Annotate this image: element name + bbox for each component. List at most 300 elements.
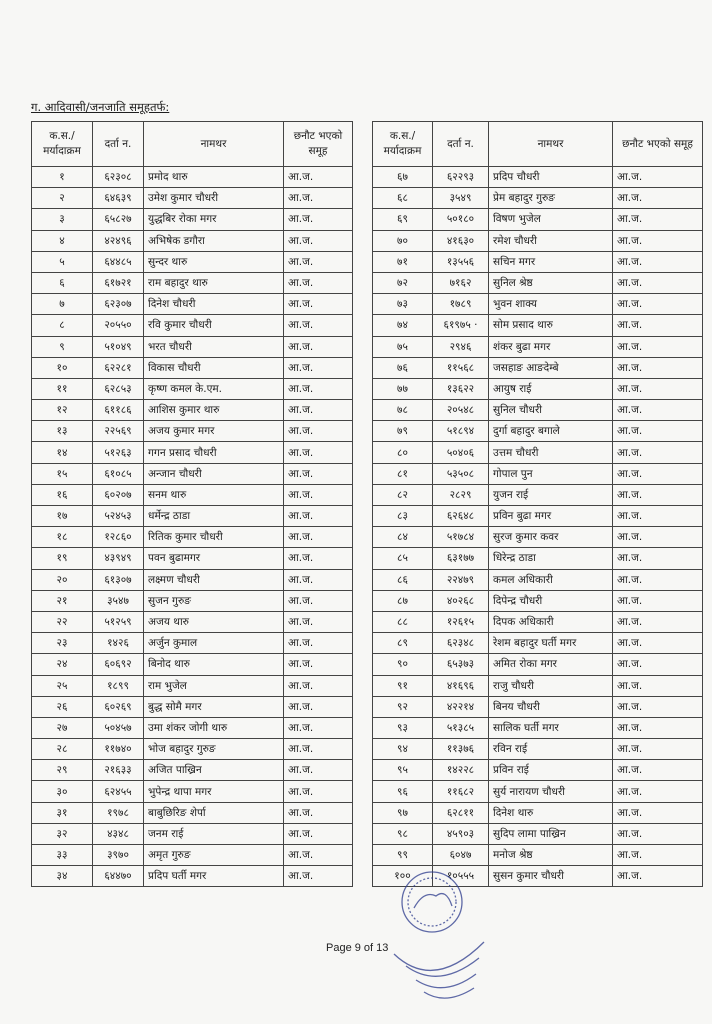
name-cell: आशिस कुमार थारु: [144, 400, 284, 421]
table-row: [32, 802, 353, 823]
group-cell: आ.ज.: [284, 463, 353, 484]
group-cell: आ.ज.: [613, 781, 703, 802]
name-cell: अजित पाख्रिन: [144, 760, 284, 781]
serial-cell: १८: [32, 527, 93, 548]
group-cell: आ.ज.: [613, 188, 703, 209]
group-cell: आ.ज.: [613, 421, 703, 442]
seal-text-arc-3: [416, 974, 476, 988]
group-cell: आ.ज.: [613, 569, 703, 590]
official-seal: [384, 862, 514, 1012]
serial-cell: ८३: [373, 506, 433, 527]
serial-cell: २६: [32, 696, 93, 717]
table-row: [373, 527, 703, 548]
group-cell: आ.ज.: [613, 845, 703, 866]
group-cell: आ.ज.: [613, 823, 703, 844]
table-row: [32, 209, 353, 230]
group-cell: आ.ज.: [284, 781, 353, 802]
table-row: [32, 739, 353, 760]
table-row: [32, 251, 353, 272]
table-row: [373, 167, 703, 188]
registration-cell: ५१२६३: [93, 442, 144, 463]
name-cell: पवन बुढामगर: [144, 548, 284, 569]
registration-cell: ६१३०७: [93, 569, 144, 590]
table-row: [373, 272, 703, 293]
name-cell: सुनिल श्रेष्ठ: [489, 272, 613, 293]
serial-cell: ९७: [373, 802, 433, 823]
serial-cell: ४: [32, 230, 93, 251]
registration-cell: १४२२८: [433, 760, 489, 781]
group-cell: आ.ज.: [284, 866, 353, 887]
serial-cell: २३: [32, 633, 93, 654]
registration-cell: ४२४९६: [93, 230, 144, 251]
registration-cell: ६०६९२: [93, 654, 144, 675]
serial-cell: ६७: [373, 167, 433, 188]
group-cell: आ.ज.: [613, 378, 703, 399]
serial-cell: ८१: [373, 463, 433, 484]
serial-cell: २४: [32, 654, 93, 675]
registration-cell: ६२४५५: [93, 781, 144, 802]
registration-cell: ५१०४९: [93, 336, 144, 357]
seal-ring: [402, 872, 462, 932]
serial-cell: ६९: [373, 209, 433, 230]
registration-cell: ५३५०८: [433, 463, 489, 484]
table-row: [32, 357, 353, 378]
registration-cell: ४३९४९: [93, 548, 144, 569]
name-cell: सनम थारु: [144, 484, 284, 505]
registration-cell: १८९९: [93, 675, 144, 696]
name-cell: बाबुछिरिङ शेर्पा: [144, 802, 284, 823]
group-cell: आ.ज.: [613, 294, 703, 315]
name-cell: मनोज श्रेष्ठ: [489, 845, 613, 866]
group-cell: आ.ज.: [613, 866, 703, 887]
registration-cell: १२६१५: [433, 611, 489, 632]
group-cell: आ.ज.: [613, 590, 703, 611]
name-cell: अजय कुमार मगर: [144, 421, 284, 442]
name-cell: सुर्य नारायण चौधरी: [489, 781, 613, 802]
registration-cell: ४३४८: [93, 823, 144, 844]
table-row: [32, 188, 353, 209]
registration-cell: ६४६३९: [93, 188, 144, 209]
header-name: नामथर: [144, 122, 284, 167]
serial-cell: १००: [373, 866, 433, 887]
name-cell: युद्धबिर रोका मगर: [144, 209, 284, 230]
serial-cell: ६८: [373, 188, 433, 209]
group-cell: आ.ज.: [613, 484, 703, 505]
name-cell: विकास चौधरी: [144, 357, 284, 378]
serial-cell: ९६: [373, 781, 433, 802]
registration-cell: ११६८२: [433, 781, 489, 802]
name-cell: उमा शंकर जोगी थारु: [144, 717, 284, 738]
serial-cell: ९: [32, 336, 93, 357]
name-cell: भोज बहादुर गुरुङ: [144, 739, 284, 760]
serial-cell: ७२: [373, 272, 433, 293]
header-name: नामथर: [489, 122, 613, 167]
group-cell: आ.ज.: [613, 167, 703, 188]
table-row: [373, 548, 703, 569]
serial-cell: ९५: [373, 760, 433, 781]
serial-cell: २१: [32, 590, 93, 611]
registration-cell: ३५४७: [93, 590, 144, 611]
serial-cell: २०: [32, 569, 93, 590]
section-title: ग. आदिवासी/जनजाति समूहतर्फ:: [31, 100, 170, 114]
registration-cell: ६२६४८: [433, 506, 489, 527]
serial-cell: ७९: [373, 421, 433, 442]
group-cell: आ.ज.: [613, 802, 703, 823]
registration-cell: ५१२५९: [93, 611, 144, 632]
table-row: [32, 442, 353, 463]
group-cell: आ.ज.: [284, 230, 353, 251]
group-cell: आ.ज.: [284, 633, 353, 654]
group-cell: आ.ज.: [613, 251, 703, 272]
registration-cell: ६२८११: [433, 802, 489, 823]
group-cell: आ.ज.: [613, 230, 703, 251]
group-cell: आ.ज.: [613, 357, 703, 378]
group-cell: आ.ज.: [284, 802, 353, 823]
serial-cell: ९९: [373, 845, 433, 866]
name-cell: विषण भुजेल: [489, 209, 613, 230]
table-row: [373, 230, 703, 251]
serial-cell: १: [32, 167, 93, 188]
table-row: [373, 506, 703, 527]
registration-cell: ६५८२७: [93, 209, 144, 230]
table-row: [32, 336, 353, 357]
serial-cell: १५: [32, 463, 93, 484]
table-row: [373, 802, 703, 823]
table-row: [32, 294, 353, 315]
serial-cell: १९: [32, 548, 93, 569]
serial-cell: ७८: [373, 400, 433, 421]
group-cell: आ.ज.: [284, 569, 353, 590]
name-cell: प्रविन बुढा मगर: [489, 506, 613, 527]
group-cell: आ.ज.: [613, 527, 703, 548]
table-row: [32, 590, 353, 611]
name-cell: रितिक कुमार चौधरी: [144, 527, 284, 548]
table-row: [373, 781, 703, 802]
name-cell: अजय थारु: [144, 611, 284, 632]
group-cell: आ.ज.: [284, 357, 353, 378]
serial-cell: ७१: [373, 251, 433, 272]
serial-cell: ३३: [32, 845, 93, 866]
table-row: [32, 506, 353, 527]
group-cell: आ.ज.: [284, 484, 353, 505]
serial-cell: २९: [32, 760, 93, 781]
name-cell: भुपेन्द्र थापा मगर: [144, 781, 284, 802]
table-row: [373, 400, 703, 421]
registration-cell: ५०४५७: [93, 717, 144, 738]
name-cell: अभिषेक डगौरा: [144, 230, 284, 251]
table-row: [373, 696, 703, 717]
serial-cell: २८: [32, 739, 93, 760]
registration-cell: ६४४८५: [93, 251, 144, 272]
table-header-row: [373, 122, 703, 167]
serial-cell: ३१: [32, 802, 93, 823]
name-cell: बिनय चौधरी: [489, 696, 613, 717]
table-row: [373, 717, 703, 738]
serial-cell: २२: [32, 611, 93, 632]
table-row: [373, 209, 703, 230]
serial-cell: ७: [32, 294, 93, 315]
header-group: छनौट भएको समूह: [284, 122, 353, 167]
name-cell: शंकर बुढा मगर: [489, 336, 613, 357]
name-cell: कृष्ण कमल के.एम.: [144, 378, 284, 399]
group-cell: आ.ज.: [284, 506, 353, 527]
serial-cell: २५: [32, 675, 93, 696]
name-cell: आयुष राई: [489, 378, 613, 399]
table-header-row: [32, 122, 353, 167]
registration-cell: ६१०८५: [93, 463, 144, 484]
group-cell: आ.ज.: [284, 527, 353, 548]
name-cell: प्रदिप चौधरी: [489, 167, 613, 188]
group-cell: आ.ज.: [613, 463, 703, 484]
serial-cell: ८०: [373, 442, 433, 463]
group-cell: आ.ज.: [613, 675, 703, 696]
table-row: [32, 845, 353, 866]
registration-cell: १२८६०: [93, 527, 144, 548]
registration-cell: ६३१७७: [433, 548, 489, 569]
group-cell: आ.ज.: [284, 378, 353, 399]
group-cell: आ.ज.: [284, 590, 353, 611]
seal-emblem: [414, 894, 452, 908]
registration-cell: १३६२२: [433, 378, 489, 399]
table-row: [373, 823, 703, 844]
table-row: [32, 230, 353, 251]
group-cell: आ.ज.: [284, 421, 353, 442]
group-cell: आ.ज.: [284, 823, 353, 844]
name-cell: रविन राई: [489, 739, 613, 760]
name-cell: रेशम बहादुर घर्ती मगर: [489, 633, 613, 654]
table-row: [32, 378, 353, 399]
group-cell: आ.ज.: [284, 251, 353, 272]
name-cell: सुन्दर थारु: [144, 251, 284, 272]
registration-cell: २०५५०: [93, 315, 144, 336]
name-cell: दिनेश चौधरी: [144, 294, 284, 315]
name-cell: जनम राई: [144, 823, 284, 844]
name-cell: प्रेम बहादुर गुरुङ: [489, 188, 613, 209]
registration-cell: ६०२०७: [93, 484, 144, 505]
group-cell: आ.ज.: [613, 272, 703, 293]
registration-cell: ३५४९: [433, 188, 489, 209]
table-row: [32, 823, 353, 844]
name-cell: सुनिल चौधरी: [489, 400, 613, 421]
serial-cell: ११: [32, 378, 93, 399]
group-cell: आ.ज.: [284, 336, 353, 357]
group-cell: आ.ज.: [284, 209, 353, 230]
header-registration: दर्ता न.: [93, 122, 144, 167]
serial-cell: १३: [32, 421, 93, 442]
table-row: [373, 251, 703, 272]
name-cell: सुसन कुमार चौधरी: [489, 866, 613, 887]
group-cell: आ.ज.: [284, 400, 353, 421]
serial-cell: १२: [32, 400, 93, 421]
header-group: छनौट भएको समूह: [613, 122, 703, 167]
serial-cell: ९३: [373, 717, 433, 738]
group-cell: आ.ज.: [613, 209, 703, 230]
registration-cell: ११५६८: [433, 357, 489, 378]
group-cell: आ.ज.: [284, 548, 353, 569]
group-cell: आ.ज.: [613, 739, 703, 760]
group-cell: आ.ज.: [284, 315, 353, 336]
table-row: [32, 633, 353, 654]
table-row: [373, 463, 703, 484]
serial-cell: ८९: [373, 633, 433, 654]
table-row: [32, 654, 353, 675]
name-cell: दिपेन्द्र चौधरी: [489, 590, 613, 611]
table-row: [32, 484, 353, 505]
group-cell: आ.ज.: [284, 696, 353, 717]
table-row: [373, 590, 703, 611]
group-cell: आ.ज.: [284, 760, 353, 781]
table-row: [32, 167, 353, 188]
name-cell: बुद्ध सोमै मगर: [144, 696, 284, 717]
table-row: [373, 442, 703, 463]
registration-cell: ६२८५३: [93, 378, 144, 399]
group-cell: आ.ज.: [284, 272, 353, 293]
serial-cell: २: [32, 188, 93, 209]
group-cell: आ.ज.: [613, 315, 703, 336]
registration-cell: ६१७२१: [93, 272, 144, 293]
name-cell: सुदिप लामा पाख्रिन: [489, 823, 613, 844]
table-row: [32, 696, 353, 717]
registration-cell: ६०४७: [433, 845, 489, 866]
name-cell: प्रविन राई: [489, 760, 613, 781]
serial-cell: १४: [32, 442, 93, 463]
seal-inner-ring: [408, 878, 456, 926]
group-cell: आ.ज.: [284, 739, 353, 760]
page-number: Page 9 of 13: [326, 942, 389, 954]
group-cell: आ.ज.: [284, 675, 353, 696]
name-cell: राजु चौधरी: [489, 675, 613, 696]
name-cell: जसहाङ आङदेम्बे: [489, 357, 613, 378]
serial-cell: ९१: [373, 675, 433, 696]
serial-cell: ८४: [373, 527, 433, 548]
group-cell: आ.ज.: [613, 696, 703, 717]
serial-cell: ९८: [373, 823, 433, 844]
table-row: [373, 421, 703, 442]
table-row: [32, 611, 353, 632]
table-row: [373, 484, 703, 505]
registration-cell: ४२२१४: [433, 696, 489, 717]
serial-cell: ७४: [373, 315, 433, 336]
registration-cell: ७१६२: [433, 272, 489, 293]
registration-cell: २९४६: [433, 336, 489, 357]
group-cell: आ.ज.: [613, 400, 703, 421]
table-row: [32, 400, 353, 421]
candidate-table-left: [31, 121, 353, 887]
registration-cell: ६२२८१: [93, 357, 144, 378]
registration-cell: १०५५५: [433, 866, 489, 887]
name-cell: भुवन शाक्य: [489, 294, 613, 315]
group-cell: आ.ज.: [613, 611, 703, 632]
serial-cell: ३: [32, 209, 93, 230]
registration-cell: २२५६९: [93, 421, 144, 442]
name-cell: अमृत गुरुङ: [144, 845, 284, 866]
serial-cell: ७५: [373, 336, 433, 357]
table-row: [32, 421, 353, 442]
name-cell: भरत चौधरी: [144, 336, 284, 357]
table-row: [373, 611, 703, 632]
name-cell: युजन राई: [489, 484, 613, 505]
registration-cell: १७८९: [433, 294, 489, 315]
name-cell: बिनोद थारु: [144, 654, 284, 675]
table-row: [373, 739, 703, 760]
registration-cell: ४१६३०: [433, 230, 489, 251]
table-row: [32, 675, 353, 696]
serial-cell: ७७: [373, 378, 433, 399]
registration-cell: ५०१८०: [433, 209, 489, 230]
registration-cell: ६२२९३: [433, 167, 489, 188]
registration-cell: ६२३४८: [433, 633, 489, 654]
group-cell: आ.ज.: [284, 611, 353, 632]
group-cell: आ.ज.: [613, 717, 703, 738]
group-cell: आ.ज.: [284, 442, 353, 463]
serial-cell: १६: [32, 484, 93, 505]
table-row: [32, 781, 353, 802]
registration-cell: ११३७६: [433, 739, 489, 760]
serial-cell: ७६: [373, 357, 433, 378]
group-cell: आ.ज.: [613, 760, 703, 781]
table-row: [373, 654, 703, 675]
serial-cell: ६: [32, 272, 93, 293]
registration-cell: ६०२६९: [93, 696, 144, 717]
registration-cell: ५२४५३: [93, 506, 144, 527]
group-cell: आ.ज.: [613, 336, 703, 357]
name-cell: गोपाल पुन: [489, 463, 613, 484]
table-row: [373, 188, 703, 209]
table-row: [32, 463, 353, 484]
serial-cell: १७: [32, 506, 93, 527]
name-cell: उत्तम चौधरी: [489, 442, 613, 463]
serial-cell: ३२: [32, 823, 93, 844]
registration-cell: १३५५६: [433, 251, 489, 272]
table-row: [373, 633, 703, 654]
table-row: [32, 527, 353, 548]
serial-cell: ५: [32, 251, 93, 272]
serial-cell: २७: [32, 717, 93, 738]
registration-cell: २१६३३: [93, 760, 144, 781]
name-cell: अर्जुन कुमाल: [144, 633, 284, 654]
group-cell: आ.ज.: [613, 442, 703, 463]
table-row: [32, 272, 353, 293]
name-cell: प्रदिप घर्ती मगर: [144, 866, 284, 887]
serial-cell: ७३: [373, 294, 433, 315]
group-cell: आ.ज.: [284, 294, 353, 315]
candidate-table-right: [372, 121, 703, 887]
header-registration: दर्ता न.: [433, 122, 489, 167]
registration-cell: ५१७८४: [433, 527, 489, 548]
header-serial: क.स./ मर्यादाक्रम: [373, 122, 433, 167]
registration-cell: २२४७९: [433, 569, 489, 590]
registration-cell: २०५४८: [433, 400, 489, 421]
table-row: [32, 548, 353, 569]
group-cell: आ.ज.: [613, 506, 703, 527]
serial-cell: ७०: [373, 230, 433, 251]
table-row: [373, 569, 703, 590]
registration-cell: १४२६: [93, 633, 144, 654]
registration-cell: १९७८: [93, 802, 144, 823]
name-cell: गगन प्रसाद चौधरी: [144, 442, 284, 463]
registration-cell: ६२३०८: [93, 167, 144, 188]
group-cell: आ.ज.: [613, 548, 703, 569]
table-row: [373, 294, 703, 315]
registration-cell: ६१९७५ ·: [433, 315, 489, 336]
table-row: [373, 760, 703, 781]
name-cell: लक्ष्मण चौधरी: [144, 569, 284, 590]
serial-cell: १०: [32, 357, 93, 378]
table-row: [373, 315, 703, 336]
registration-cell: ५०४०६: [433, 442, 489, 463]
table-row: [373, 336, 703, 357]
registration-cell: ६२३०७: [93, 294, 144, 315]
